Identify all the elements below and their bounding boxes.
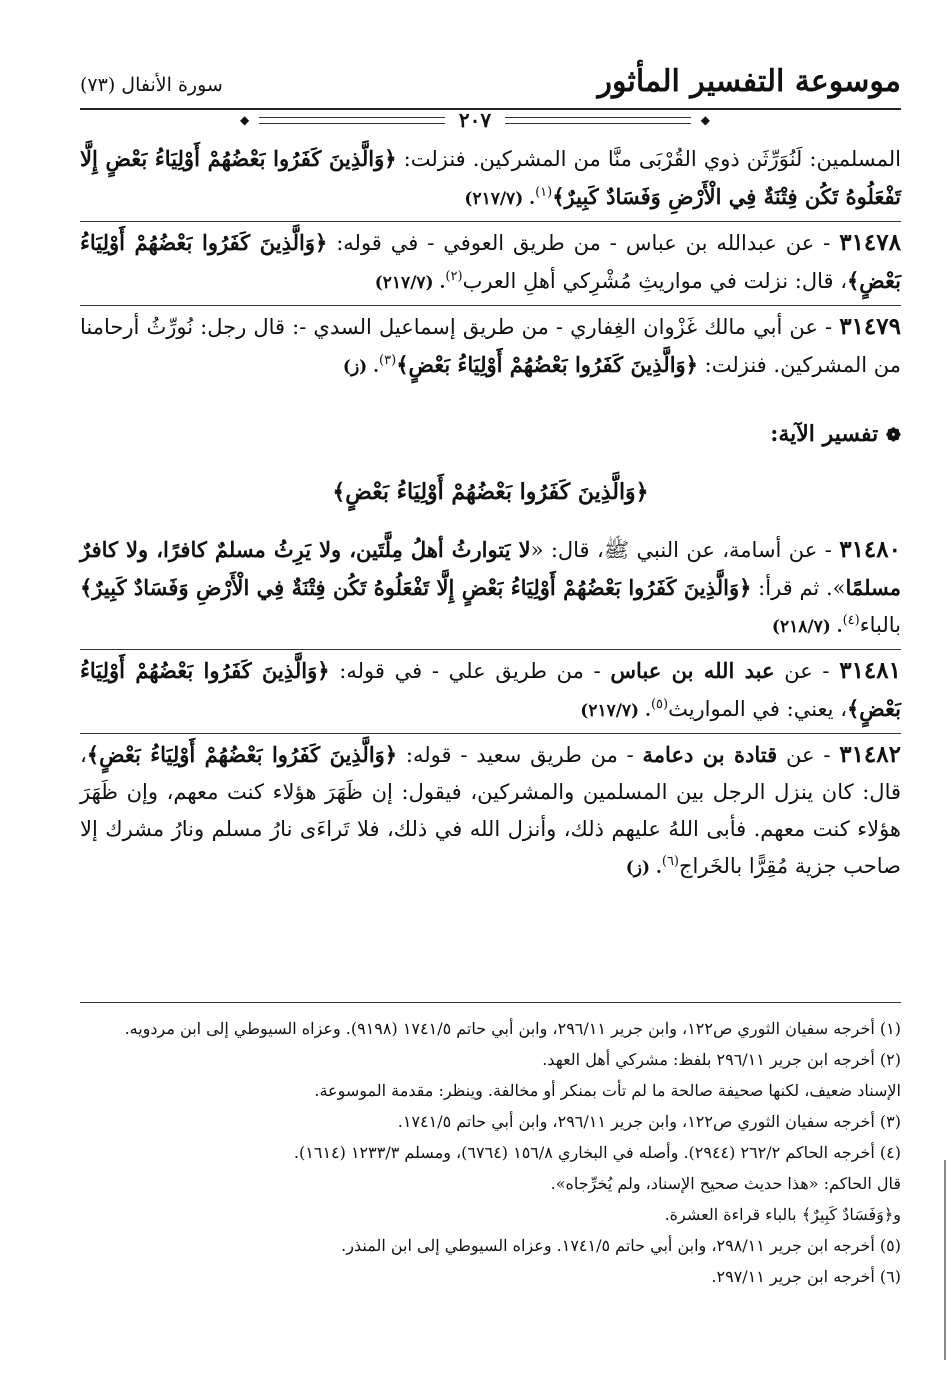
section-heading — [80, 416, 901, 454]
ornament-icon: ◆ — [700, 113, 711, 127]
narration-text: - عن — [777, 743, 840, 767]
narration-number: ٣١٤٧٨ — [839, 229, 901, 256]
narrations-before — [80, 140, 901, 386]
narration-text: - عن عبدالله بن عباس - من طريق العوفي - في قوله: — [327, 231, 840, 255]
page-number: ٢٠٧ — [458, 108, 492, 132]
bold-text: عبد الله بن عباس — [610, 658, 775, 683]
footnote-marker: (٢) — [445, 269, 463, 284]
narration-text: - من طريق علي - في قوله: — [329, 659, 611, 683]
narration-text: ، قال: نزلت في مواريثِ مُشْرِكي أهلِ العرب — [462, 269, 847, 293]
narration-number: ٣١٤٨٠ — [839, 536, 901, 563]
narration-text: ». ثم قرأ: — [751, 576, 846, 600]
volume-reference: . (ز) — [342, 357, 380, 377]
volume-reference: . (٢١٧/٧) — [464, 189, 536, 209]
book-title: موسوعة التفسير المأثور — [597, 64, 901, 99]
bold-text: قتادة بن دعامة — [642, 742, 778, 767]
narration-text: - من طريق سعيد - قوله: — [397, 743, 643, 767]
quran-verse: ﴿وَالَّذِينَ كَفَرُوا بَعْضُهُمْ أَوْلِيَاءُ بَعْضٍ﴾ — [396, 352, 698, 377]
quran-verse: ﴿وَالَّذِينَ كَفَرُوا بَعْضُهُمْ أَوْلِيَاءُ بَعْضٍ﴾ — [86, 742, 398, 767]
footnote-marker: (٣) — [379, 353, 397, 368]
footnote: قال الحاكم: «هذا حديث صحيح الإسناد، ولم يُخرِّجاه». — [550, 1174, 901, 1193]
main-text — [80, 140, 901, 887]
narration-text: بالباء — [859, 613, 901, 637]
narration-paragraph — [80, 140, 901, 218]
footnote-marker: (٦) — [661, 854, 679, 869]
footnote: (٣) أخرجه سفيان الثوري ص١٢٢، وابن جرير ٢٩٦/١١، وابن أبي حاتم ١٧٤١/٥. — [397, 1112, 901, 1131]
centered-verse: ﴿وَالَّذِينَ كَفَرُوا بَعْضُهُمْ أَوْلِيَاءُ بَعْضٍ﴾ — [332, 479, 649, 505]
volume-reference: . (٢١٧/٧) — [580, 701, 651, 721]
page-edge-mark — [944, 1160, 946, 1360]
footnote-marker: (٤) — [842, 613, 860, 628]
footnote: (٦) أخرجه ابن جرير ٢٩٧/١١. — [711, 1267, 901, 1286]
quran-verse: ﴿وَالَّذِينَ كَفَرُوا بَعْضُهُمْ أَوْلِيَاءُ بَعْضٍ﴾ — [80, 658, 901, 721]
narration-number: ٣١٤٧٩ — [839, 313, 901, 340]
footnote: (٤) أخرجه الحاكم ٢٦٢/٢ (٢٩٤٤). وأصله في البخاري ١٥٦/٨ (٦٧٦٤)، ومسلم ١٢٣٣/٣ (١٦١٤). — [293, 1143, 901, 1162]
flower-ornament-icon: ❁ — [885, 425, 901, 446]
volume-reference: . (٢١٨/٧) — [771, 617, 843, 637]
narration-text: - عن — [774, 659, 840, 683]
narration-text: ، قال: كان ينزل الرجل بين المسلمين والمشركين، فيقول: إن ظَهَرَ هؤلاء كنت معهم، وإن ظَهَرَ هؤلاء كنت معهم. فأبى اللهُ عليهم ذلك، وأنزل الله في ذلك، فلا تَراءَى نارُ مسلم ونارُ مشرك إلا صاحب جزية مُقِرًّا بالخَراج — [80, 743, 901, 878]
ornament-line — [505, 117, 691, 124]
footnote-marker: (٥) — [650, 697, 669, 712]
section-title: تفسير الآية: — [770, 421, 879, 447]
footnotes — [80, 1002, 901, 1292]
footnote: الإسناد ضعيف، لكنها صحيفة صالحة ما لم تأت بمنكر أو مخالفة. وينظر: مقدمة الموسوعة. — [314, 1081, 901, 1100]
narration-paragraph — [80, 649, 901, 730]
footnote: (٢) أخرجه ابن جرير ٢٩٦/١١ بلفظ: مشركي أهل العهد. — [542, 1050, 901, 1069]
volume-reference: . (٢١٧/٧) — [374, 273, 446, 293]
narration-text: المسلمين: لَنُوَرِّثَن ذوي القُرْبَى منَّا من المشركين. فنزلت: — [396, 147, 901, 171]
narrations-after — [80, 531, 901, 887]
surah-title: سورة الأنفال (٧٣) — [80, 74, 223, 96]
narration-text: - عن أبي مالك غَزْوان الغِفاري - من طريق إسماعيل السدي -: قال رجل: نُورِّثُ أرحامنا من المشركين. فنزلت: — [80, 315, 901, 377]
narration-paragraph — [80, 531, 901, 646]
quran-verse: ﴿وَالَّذِينَ كَفَرُوا بَعْضُهُمْ أَوْلِيَاءُ بَعْضٍ إِلَّا تَفْعَلُوهُ تَكُن فِتْنَةٌ فِي الْأَرْضِ وَفَسَادٌ كَبِيرٌ﴾ — [80, 575, 752, 600]
ornament-line — [259, 117, 445, 124]
page-number-ornament — [240, 108, 710, 132]
narration-number: ٣١٤٨١ — [839, 657, 901, 684]
footnote-marker: (١) — [535, 185, 553, 200]
volume-reference: . (ز) — [625, 858, 662, 878]
footnote: (١) أخرجه سفيان الثوري ص١٢٢، وابن جرير ٢٩٦/١١، وابن أبي حاتم ١٧٤١/٥ (٩١٩٨). وعزاه السيوطي إلى ابن مردويه. — [124, 1019, 901, 1038]
quran-verse: ﴿وَالَّذِينَ كَفَرُوا بَعْضُهُمْ أَوْلِيَاءُ بَعْضٍ إِلَّا تَفْعَلُوهُ تَكُن فِتْنَةٌ فِي الْأَرْضِ وَفَسَادٌ كَبِيرٌ﴾ — [80, 146, 901, 209]
narration-text: ، يعني: في المواريث — [668, 697, 847, 721]
ornament-icon: ◆ — [240, 113, 250, 127]
footnote: و﴿وَفَسَادٌ كَبِيرٌ﴾ بالباء قراءة العشرة. — [664, 1205, 901, 1224]
narration-paragraph — [80, 733, 901, 887]
narration-paragraph — [80, 221, 901, 302]
narration-paragraph — [80, 305, 901, 386]
quran-verse: ﴿وَالَّذِينَ كَفَرُوا بَعْضُهُمْ أَوْلِيَاءُ بَعْضٍ﴾ — [80, 230, 901, 293]
narration-number: ٣١٤٨٢ — [839, 741, 901, 768]
page-header — [80, 62, 901, 110]
footnote: (٥) أخرجه ابن جرير ٢٩٨/١١، وابن أبي حاتم ١٧٤١/٥. وعزاه السيوطي إلى ابن المنذر. — [341, 1236, 901, 1255]
narration-text: - عن أسامة، عن النبي ﷺ، قال: « — [530, 538, 840, 562]
bold-text: لا يَتوارثُ أهلُ مِلَّتَين، ولا يَرِثُ مسلمٌ كافرًا، ولا كافرٌ مسلمًا — [80, 537, 902, 600]
